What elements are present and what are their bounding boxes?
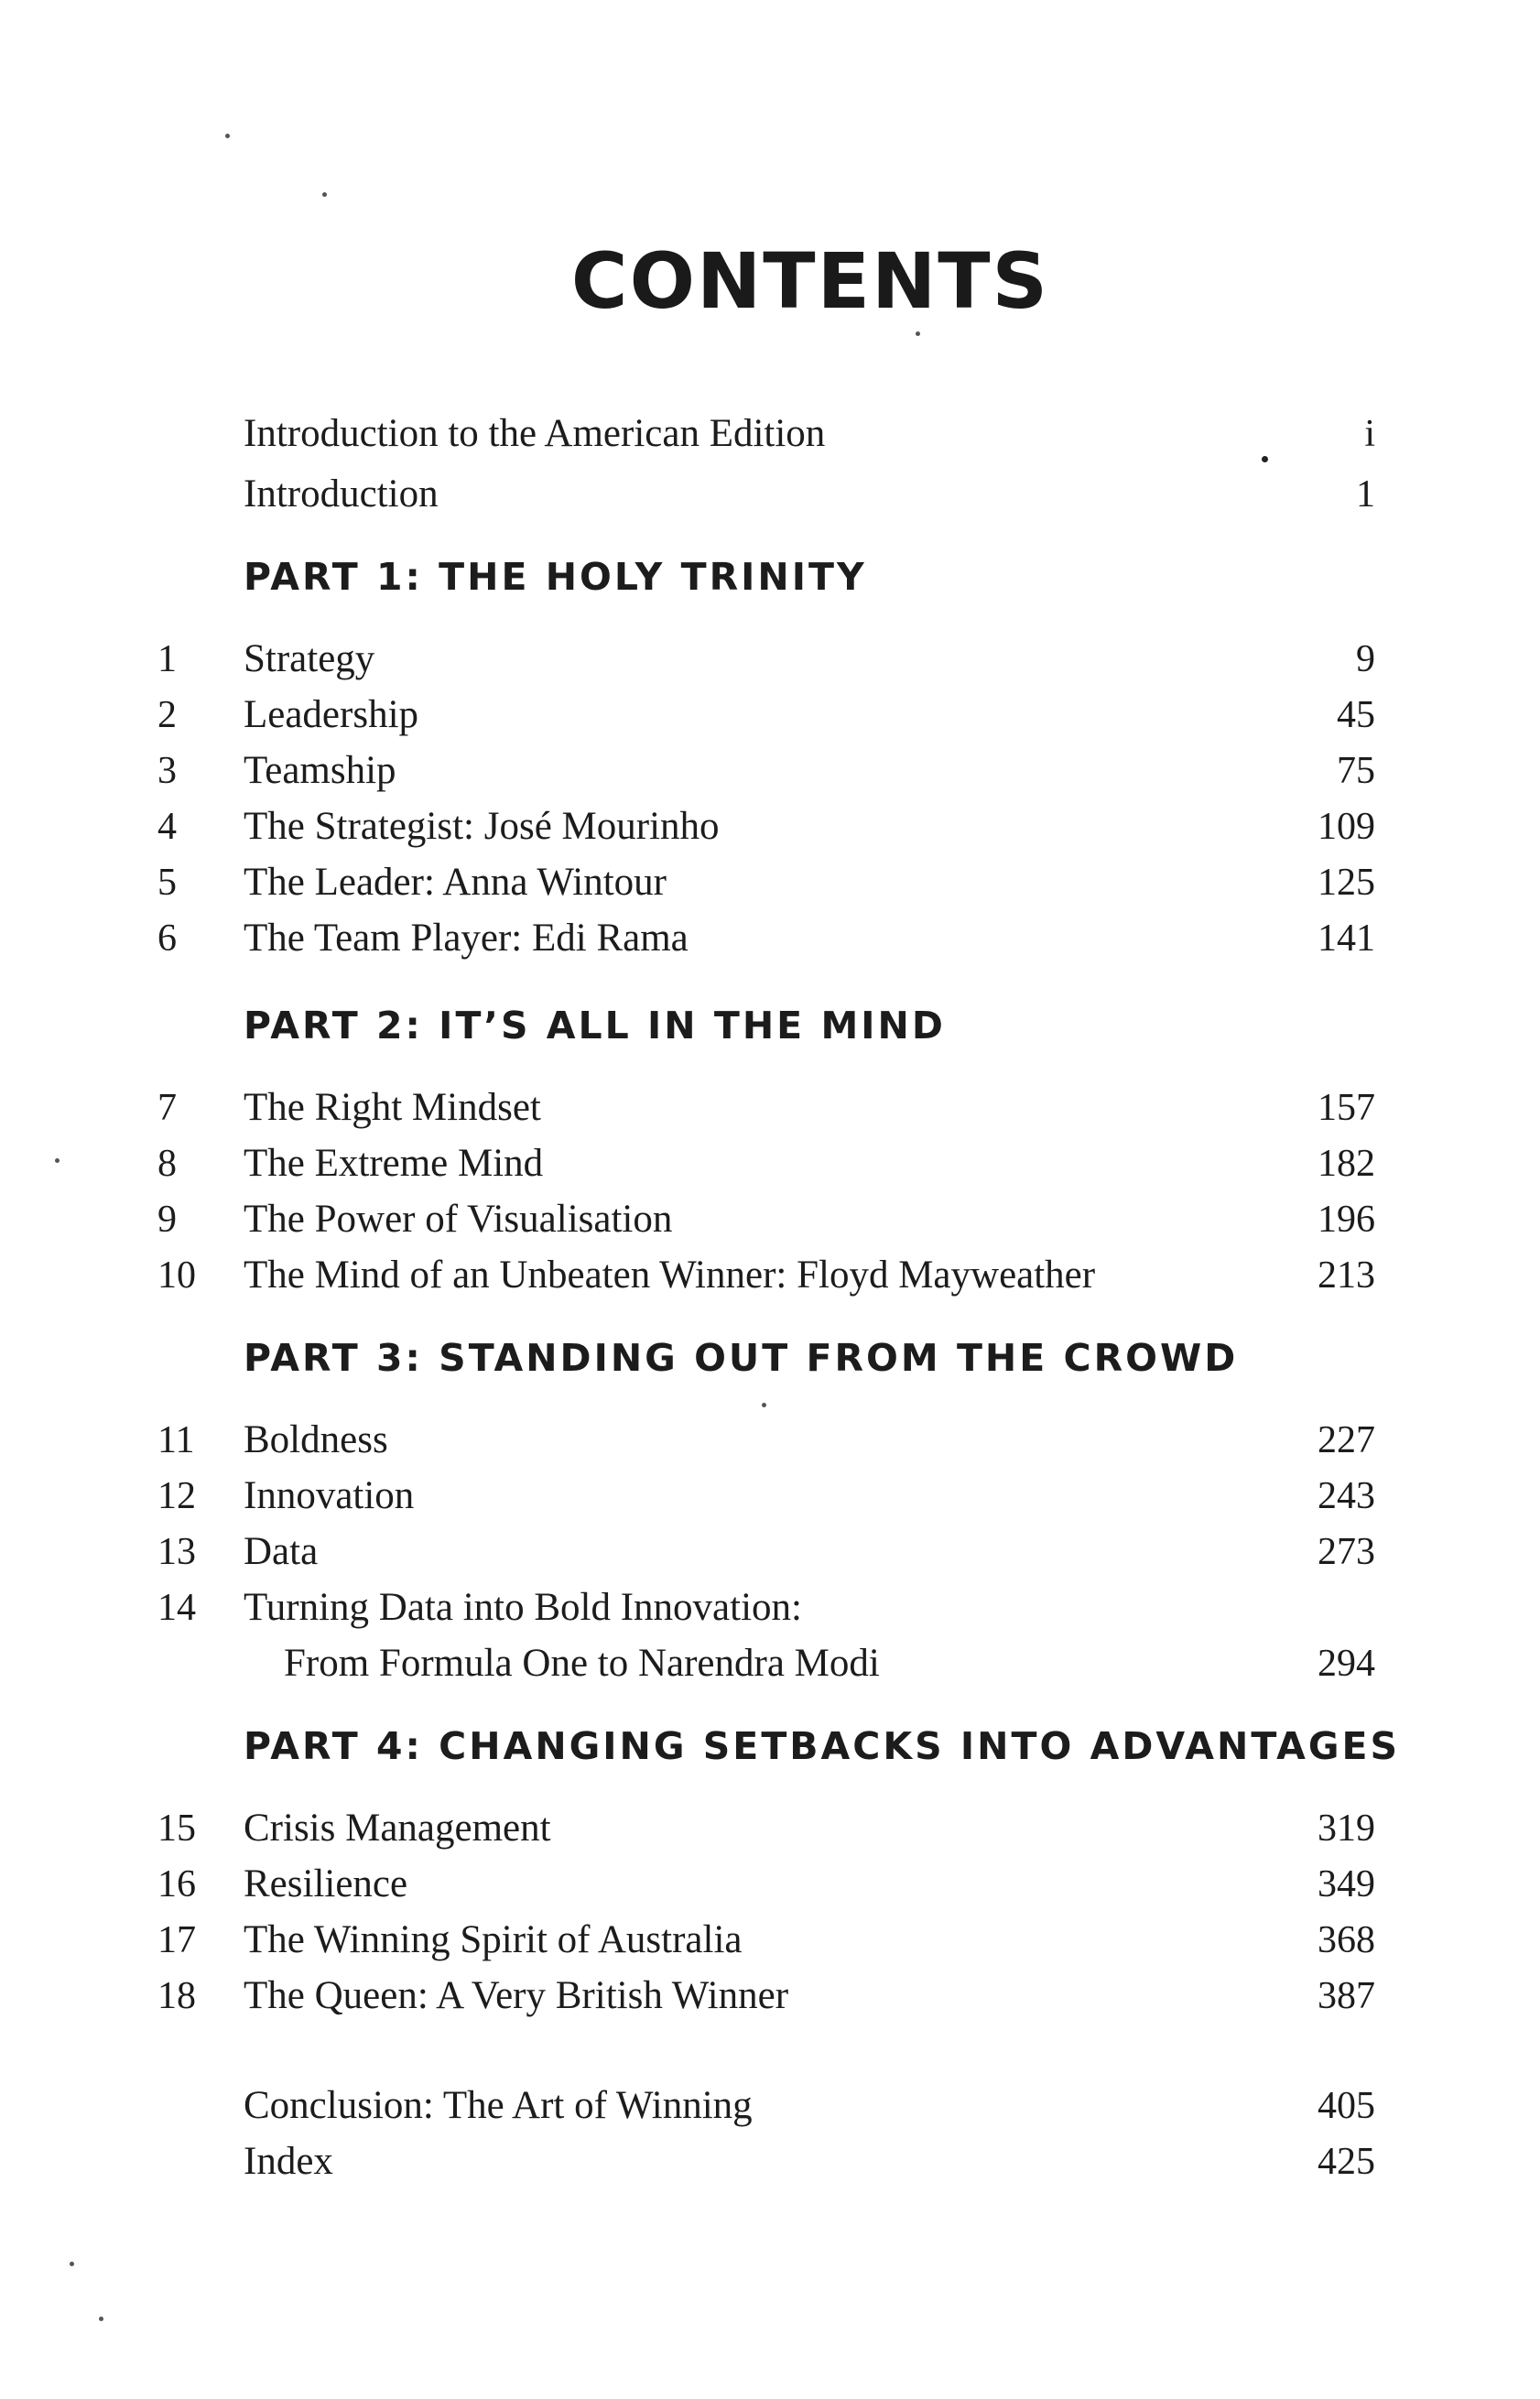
entry-title: Turning Data into Bold Innovation: [244, 1586, 802, 1629]
scan-speck [99, 2317, 103, 2321]
toc-entry[interactable] [0, 1969, 1540, 2024]
chapter-number: 18 [157, 1975, 196, 2017]
chapter-number: 10 [157, 1254, 196, 1297]
chapter-number: 1 [157, 638, 177, 680]
chapter-number: 16 [157, 1863, 196, 1905]
entry-title: Innovation [244, 1474, 415, 1517]
chapter-number: 9 [157, 1199, 177, 1241]
entry-title: The Leader: Anna Wintour [244, 861, 667, 904]
chapter-number: 15 [157, 1807, 196, 1850]
entry-page: 109 [1318, 806, 1375, 848]
chapter-number: 12 [157, 1475, 196, 1517]
toc-entry[interactable] [0, 1248, 1540, 1303]
entry-page: 273 [1318, 1531, 1375, 1573]
toc-entry[interactable] [0, 1469, 1540, 1524]
entry-title: The Queen: A Very British Winner [244, 1974, 789, 2017]
toc-entry[interactable] [0, 744, 1540, 798]
entry-title: The Winning Spirit of Australia [244, 1918, 743, 1961]
entry-page: 368 [1318, 1919, 1375, 1961]
page-title: CONTENTS [570, 236, 1050, 326]
entry-page: 243 [1318, 1475, 1375, 1517]
chapter-number: 6 [157, 917, 177, 960]
chapter-number: 14 [157, 1587, 196, 1629]
toc-entry[interactable] [0, 407, 1540, 461]
toc-entry[interactable] [0, 1525, 1540, 1579]
part-heading: PART 2: IT’S ALL IN THE MIND [244, 1004, 946, 1048]
toc-entry[interactable] [0, 2079, 1540, 2133]
entry-page: 1 [1356, 473, 1375, 516]
chapter-number: 3 [157, 750, 177, 792]
chapter-number: 7 [157, 1087, 177, 1129]
part-heading: PART 1: THE HOLY TRINITY [244, 555, 867, 599]
entry-page: 227 [1318, 1419, 1375, 1461]
chapter-number: 11 [157, 1419, 195, 1461]
entry-page: 349 [1318, 1863, 1375, 1905]
toc-entry[interactable] [0, 1413, 1540, 1468]
toc-entry[interactable] [0, 799, 1540, 854]
chapter-number: 17 [157, 1919, 196, 1961]
entry-page: 45 [1337, 694, 1375, 736]
entry-page: 9 [1356, 638, 1375, 680]
entry-title: Resilience [244, 1862, 408, 1905]
entry-page: 182 [1318, 1143, 1375, 1185]
scan-speck [322, 192, 327, 197]
entry-title: Data [244, 1530, 319, 1573]
entry-page: i [1364, 413, 1375, 455]
entry-page: 425 [1318, 2141, 1375, 2183]
entry-title: The Mind of an Unbeaten Winner: Floyd Mayweather [244, 1254, 1096, 1297]
entry-title: Teamship [244, 749, 396, 792]
toc-entry[interactable] [0, 1801, 1540, 1856]
chapter-number: 8 [157, 1143, 177, 1185]
entry-page: 405 [1318, 2085, 1375, 2127]
toc-entry[interactable] [0, 1192, 1540, 1247]
entry-page: 387 [1318, 1975, 1375, 2017]
chapter-number: 4 [157, 806, 177, 848]
toc-entry[interactable] [0, 855, 1540, 910]
entry-title-continuation: From Formula One to Narendra Modi [284, 1642, 880, 1685]
entry-title: Conclusion: The Art of Winning [244, 2084, 753, 2127]
entry-title: Introduction to the American Edition [244, 412, 826, 455]
chapter-number: 5 [157, 862, 177, 904]
entry-title: The Right Mindset [244, 1086, 541, 1129]
scan-speck [225, 134, 230, 138]
toc-entry[interactable] [0, 467, 1540, 522]
entry-title: The Extreme Mind [244, 1142, 544, 1185]
toc-entry[interactable] [0, 1913, 1540, 1968]
toc-entry[interactable] [0, 1857, 1540, 1912]
entry-title: Index [244, 2140, 333, 2183]
chapter-number: 2 [157, 694, 177, 736]
toc-entry[interactable] [0, 1580, 1540, 1635]
scan-speck [916, 331, 920, 336]
entry-page: 294 [1318, 1643, 1375, 1685]
toc-entry[interactable] [0, 2134, 1540, 2189]
toc-entry-continuation[interactable] [0, 1636, 1540, 1691]
scan-speck [762, 1403, 766, 1407]
scan-speck [55, 1158, 60, 1163]
entry-page: 157 [1318, 1087, 1375, 1129]
toc-entry[interactable] [0, 1080, 1540, 1135]
entry-title: The Team Player: Edi Rama [244, 917, 689, 960]
chapter-number: 13 [157, 1531, 196, 1573]
entry-page: 319 [1318, 1807, 1375, 1850]
entry-title: The Power of Visualisation [244, 1198, 673, 1241]
entry-page: 196 [1318, 1199, 1375, 1241]
entry-title: Boldness [244, 1418, 388, 1461]
entry-title: Strategy [244, 637, 375, 680]
entry-page: 75 [1337, 750, 1375, 792]
toc-entry[interactable] [0, 1136, 1540, 1191]
entry-title: The Strategist: José Mourinho [244, 805, 720, 848]
entry-title: Crisis Management [244, 1807, 551, 1850]
scan-speck [70, 2262, 74, 2266]
entry-page: 213 [1318, 1254, 1375, 1297]
entry-page: 125 [1318, 862, 1375, 904]
toc-entry[interactable] [0, 632, 1540, 687]
entry-page: 141 [1318, 917, 1375, 960]
entry-title: Leadership [244, 693, 419, 736]
part-heading: PART 3: STANDING OUT FROM THE CROWD [244, 1336, 1239, 1380]
scan-speck [1262, 456, 1268, 462]
part-heading: PART 4: CHANGING SETBACKS INTO ADVANTAGES [244, 1724, 1401, 1768]
entry-title: Introduction [244, 472, 439, 516]
toc-entry[interactable] [0, 688, 1540, 743]
toc-entry[interactable] [0, 911, 1540, 966]
